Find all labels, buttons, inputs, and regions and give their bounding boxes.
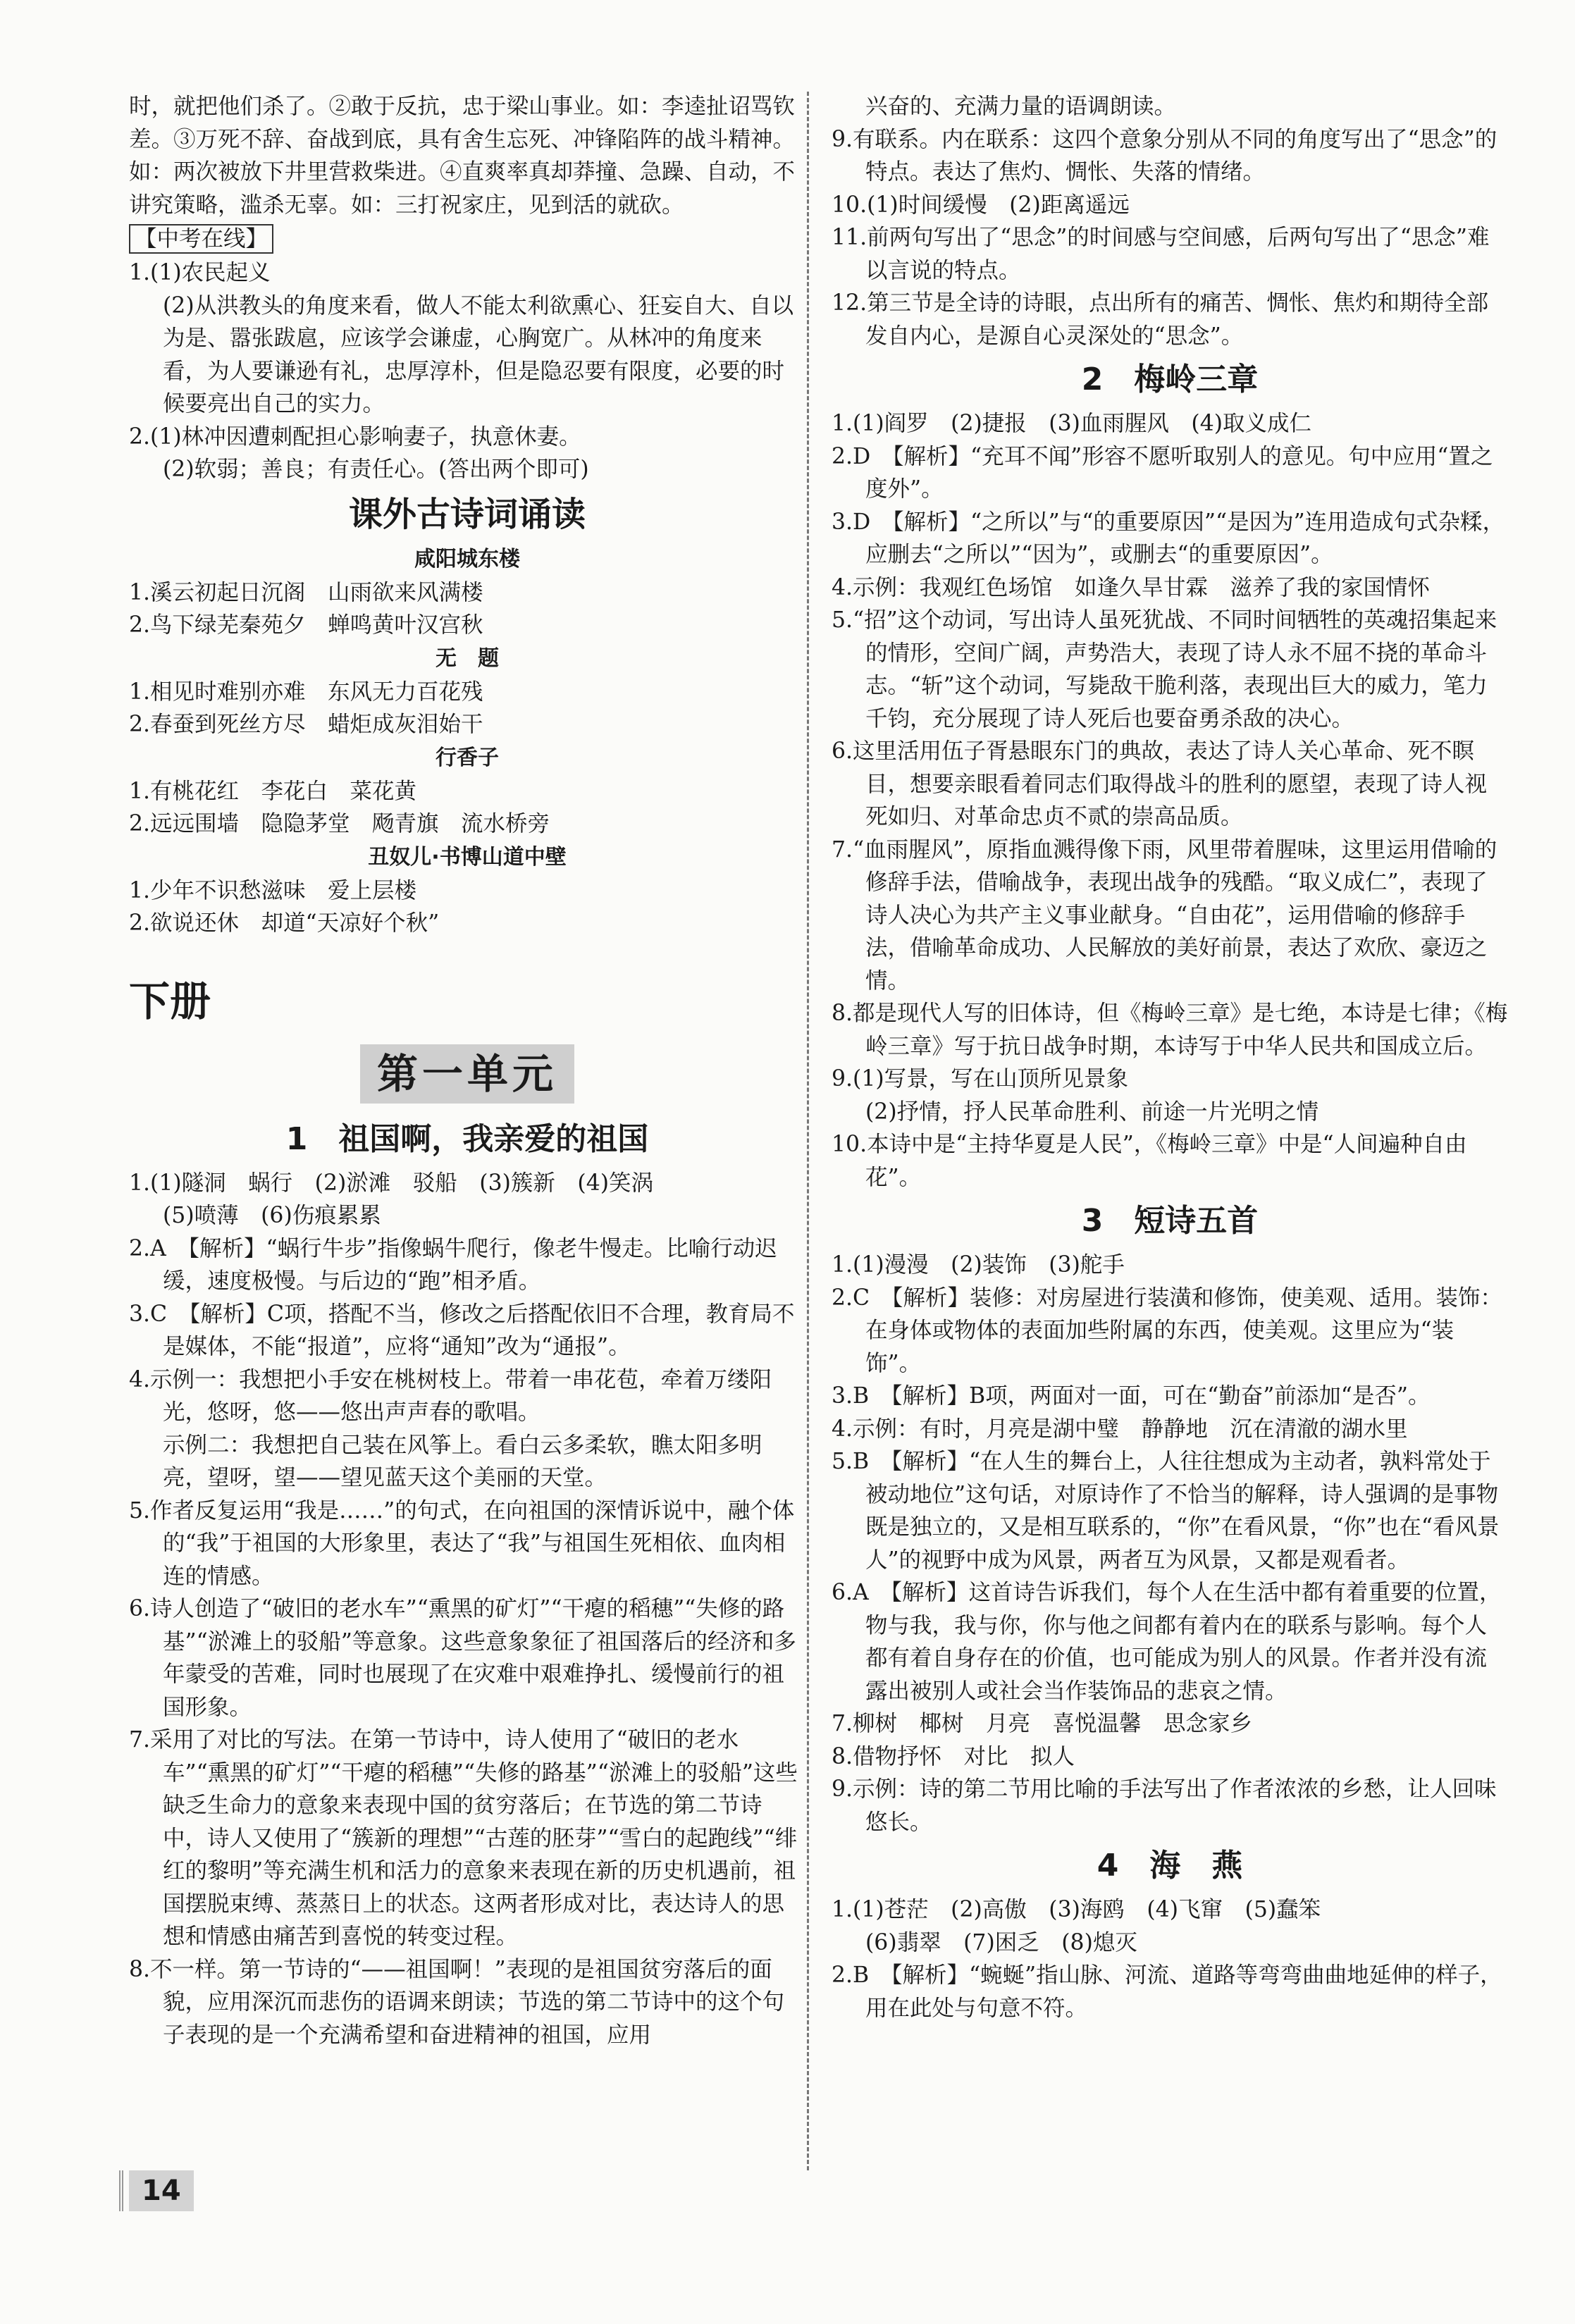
zhongkao-item: (2)从洪教头的角度来看，做人不能太利欲熏心、狂妄自大、自以为是、嚣张跋扈，应该学会谦虚，心胸宽广。从林冲的角度来看，为人要谦逊有礼，忠厚淳朴，但是隐忍要有限度，必要的时候要亮出自己的实力。	[163, 292, 794, 416]
answer-item: 8.都是现代人写的旧体诗，但《梅岭三章》是七绝，本诗是七律；《梅岭三章》写于抗日战争时期，本诗写于中华人民共和国成立后。	[832, 1001, 1508, 1059]
unit-title: 第一单元	[360, 1044, 574, 1104]
answer-item: 5.“招”这个动词，写出诗人虽死犹战、不同时间牺牲的英魂招集起来的情形，空间广阔，声势浩大，表现了诗人永不屈不挠的革命斗志。“斩”这个动词，写毙敌干脆利落，表现出巨大的威力，笔力千钧，充分展现了诗人死后也要奋勇杀敌的决心。	[832, 607, 1497, 731]
answer-item: 3.C 【解析】C项，搭配不当，修改之后搭配依旧不合理，教育局不是媒体，不能“报道”，应将“通知”改为“通报”。	[129, 1301, 795, 1359]
answer-item: 示例二：我想把自己装在风筝上。看白云多柔软，瞧太阳多明亮，望呀，望——望见蓝天这个美丽的天堂。	[163, 1432, 762, 1490]
answer-item: 1.(1)阎罗 (2)捷报 (3)血雨腥风 (4)取义成仁	[832, 411, 1312, 436]
poem-title: 无 题	[436, 645, 499, 671]
poem-line: 1.有桃花红 李花白 菜花黄	[129, 778, 417, 804]
poem-line: 2.鸟下绿芜秦苑夕 蝉鸣黄叶汉宫秋	[129, 612, 483, 638]
answer-item: 10.(1)时间缓慢 (2)距离遥远	[832, 192, 1130, 218]
zhongkao-tag: 【中考在线】	[129, 224, 273, 254]
answer-item: 1.(1)隧洞 蜗行 (2)淤滩 驳船 (3)簇新 (4)笑涡	[129, 1170, 654, 1196]
answer-item: 10.本诗中是“主持华夏是人民”，《梅岭三章》中是“人间遍种自由花”。	[832, 1132, 1467, 1190]
recite-section-title: 课外古诗词诵读	[348, 494, 586, 534]
answer-item: 兴奋的、充满力量的语调朗读。	[865, 94, 1177, 119]
answer-item: 3.B 【解析】B项，两面对一面，可在“勤奋”前添加“是否”。	[832, 1383, 1431, 1409]
answer-item: 12.第三节是全诗的诗眼，点出所有的痛苦、惆怅、焦灼和期待全部发自内心，是源自心灵深处的“思念”。	[832, 290, 1489, 349]
answer-item: 7.“血雨腥风”，原指血溅得像下雨，风里带着腥味，这里运用借喻的修辞手法，借喻战争，表现出战争的残酷。“取义成仁”，表现了诗人决心为共产主义事业献身。“自由花”，运用借喻的修辞手法，借喻革命成功、人民解放的美好前景，表达了欢欣、豪迈之情。	[832, 836, 1497, 994]
answer-item: 2.A 【解析】“蜗行牛步”指像蜗牛爬行，像老牛慢走。比喻行动迟缓，速度极慢。与后边的“跑”相矛盾。	[129, 1235, 777, 1294]
unit-title-banner	[129, 1044, 805, 1111]
answer-item: 6.A 【解析】这首诗告诉我们，每个人在生活中都有着重要的位置，物与我，我与你，你与他之间都有着内在的联系与影响。每个人都有着自身存在的价值，也可能成为别人的风景。作者并没有流露出被别人或社会当作装饰品的悲哀之情。	[832, 1580, 1502, 1704]
answer-item: 9.示例：诗的第二节用比喻的手法写出了作者浓浓的乡愁，让人回味悠长。	[832, 1776, 1497, 1835]
lesson-title: 4 海 燕	[1097, 1848, 1243, 1884]
poem-line: 2.欲说还休 却道“天凉好个秋”	[129, 910, 440, 936]
poem-line: 1.相见时难别亦难 东风无力百花残	[129, 679, 483, 705]
answer-item: 6.诗人创造了“破旧的老水车”“熏黑的矿灯”“干瘪的稻穗”“失修的路基”“淤滩上的驳船”等意象。这些意象象征了祖国落后的经济和多年蒙受的苦难，同时也展现了在灾难中艰难挣扎、缓慢前行的祖国形象。	[129, 1596, 796, 1720]
answer-item: (2)抒情，抒人民革命胜利、前途一片光明之情	[865, 1099, 1319, 1125]
answer-item: (5)喷薄 (6)伤痕累累	[163, 1203, 381, 1228]
column-divider	[807, 92, 809, 2170]
poem-title: 行香子	[436, 745, 499, 770]
answer-item: 8.借物抒怀 对比 拟人	[832, 1743, 1075, 1769]
answer-item: 6.这里活用伍子胥悬眼东门的典故，表达了诗人关心革命、死不瞑目，想要亲眼看着同志们取得战斗的胜利的愿望，表现了诗人视死如归、对革命忠贞不贰的崇高品质。	[832, 738, 1488, 829]
left-column	[129, 90, 805, 2051]
zhongkao-item: 1.(1)农民起义	[129, 260, 271, 285]
answer-item: 8.不一样。第一节诗的“——祖国啊！”表现的是祖国贫穷落后的面貌，应用深沉而悲伤的语调来朗读；节选的第二节诗中的这个句子表现的是一个充满希望和奋进精神的祖国，应用	[129, 1956, 785, 2048]
zhongkao-item: 2.(1)林冲因遭刺配担心影响妻子，执意休妻。	[129, 424, 581, 450]
answer-item: 11.前两句写出了“思念”的时间感与空间感，后两句写出了“思念”难以言说的特点。	[832, 225, 1490, 283]
right-column	[832, 90, 1508, 2025]
intro-paragraph: 时，就把他们杀了。②敢于反抗，忠于梁山事业。如：李逵扯诏骂钦差。③万死不辞、奋战到底，具有舍生忘死、冲锋陷阵的战斗精神。如：两次被放下井里营救柴进。④直爽率真却莽撞、急躁、自动，不讲究策略，滥杀无辜。如：三打祝家庄，见到活的就砍。	[129, 94, 796, 218]
poem-title: 咸阳城东楼	[414, 546, 520, 571]
poem-line: 1.溪云初起日沉阁 山雨欲来风满楼	[129, 579, 483, 605]
answer-item: 2.C 【解析】装修：对房屋进行装潢和修饰，使美观、适用。装饰：在身体或物体的表面加些附属的东西，使美观。这里应为“装饰”。	[832, 1285, 1502, 1376]
answer-item: 5.B 【解析】“在人生的舞台上，人往往想成为主动者，孰料常处于被动地位”这句话，对原诗作了不恰当的解释，诗人强调的是事物既是独立的，又是相互联系的，“你”在看风景，“你”也在“看风景人”的视野中成为风景，两者互为风景，又都是观看者。	[832, 1449, 1500, 1573]
answer-item: 4.示例：我观红色场馆 如逢久旱甘霖 滋养了我的家国情怀	[832, 574, 1431, 600]
answer-item: 7.采用了对比的写法。在第一节诗中，诗人使用了“破旧的老水车”“熏黑的矿灯”“干瘪的稻穗”“失修的路基”“淤滩上的驳船”这些缺乏生命力的意象来表现中国的贫穷落后；在节选的第二节诗中，诗人又使用了“簇新的理想”“古莲的胚芽”“雪白的起跑线”“绯红的黎明”等充满生机和活力的意象来表现在新的历史机遇前，祖国摆脱束缚、蒸蒸日上的状态。这两者形成对比，表达诗人的思想和情感由痛苦到喜悦的转变过程。	[129, 1727, 798, 1949]
answer-item: 9.有联系。内在联系：这四个意象分别从不同的角度写出了“思念”的特点。表达了焦灼、惆怅、失落的情绪。	[832, 126, 1497, 185]
answer-item: 1.(1)苍茫 (2)高傲 (3)海鸥 (4)飞窜 (5)蠢笨	[832, 1897, 1321, 1922]
lesson-title: 1 祖国啊，我亲爱的祖国	[285, 1120, 649, 1157]
page-number: 14	[129, 2170, 194, 2211]
lesson-title: 3 短诗五首	[1081, 1203, 1259, 1239]
answer-item: 3.D 【解析】“之所以”与“的重要原因”“是因为”连用造成句式杂糅，应删去“之所以”“因为”，或删去“的重要原因”。	[832, 509, 1505, 567]
poem-line: 2.春蚕到死丝方尽 蜡炬成灰泪始干	[129, 712, 483, 737]
zhongkao-item: (2)软弱；善良；有责任心。(答出两个即可)	[163, 457, 589, 482]
answer-item: 9.(1)写景，写在山顶所见景象	[832, 1066, 1129, 1092]
lesson-title: 2 梅岭三章	[1081, 361, 1259, 397]
answer-item: 7.柳树 椰树 月亮 喜悦温馨 思念家乡	[832, 1711, 1253, 1736]
answer-item: 4.示例一：我想把小手安在桃树枝上。带着一串花苞，牵着万缕阳光，悠呀，悠——悠出声声春的歌唱。	[129, 1366, 772, 1425]
answer-item: 2.D 【解析】“充耳不闻”形容不愿听取别人的意见。句中应用“置之度外”。	[832, 443, 1493, 502]
answer-item: 5.作者反复运用“我是……”的句式，在向祖国的深情诉说中，融个体的“我”于祖国的大形象里，表达了“我”与祖国生死相依、血肉相连的情感。	[129, 1497, 795, 1589]
answer-item: 4.示例：有时，月亮是湖中璧 静静地 沉在清澈的湖水里	[832, 1416, 1408, 1442]
answer-item: (6)翡翠 (7)困乏 (8)熄灭	[865, 1929, 1137, 1955]
poem-line: 1.少年不识愁滋味 爱上层楼	[129, 877, 417, 903]
poem-line: 2.远远围墙 隐隐茅堂 飏青旗 流水桥旁	[129, 811, 550, 836]
poem-title: 丑奴儿·书博山道中壁	[368, 844, 567, 870]
answer-item: 1.(1)漫漫 (2)装饰 (3)舵手	[832, 1252, 1125, 1278]
answer-item: 2.B 【解析】“蜿蜒”指山脉、河流、道路等弯弯曲曲地延伸的样子，用在此处与句意不符。	[832, 1963, 1502, 2021]
volume-title: 下册	[129, 977, 211, 1025]
